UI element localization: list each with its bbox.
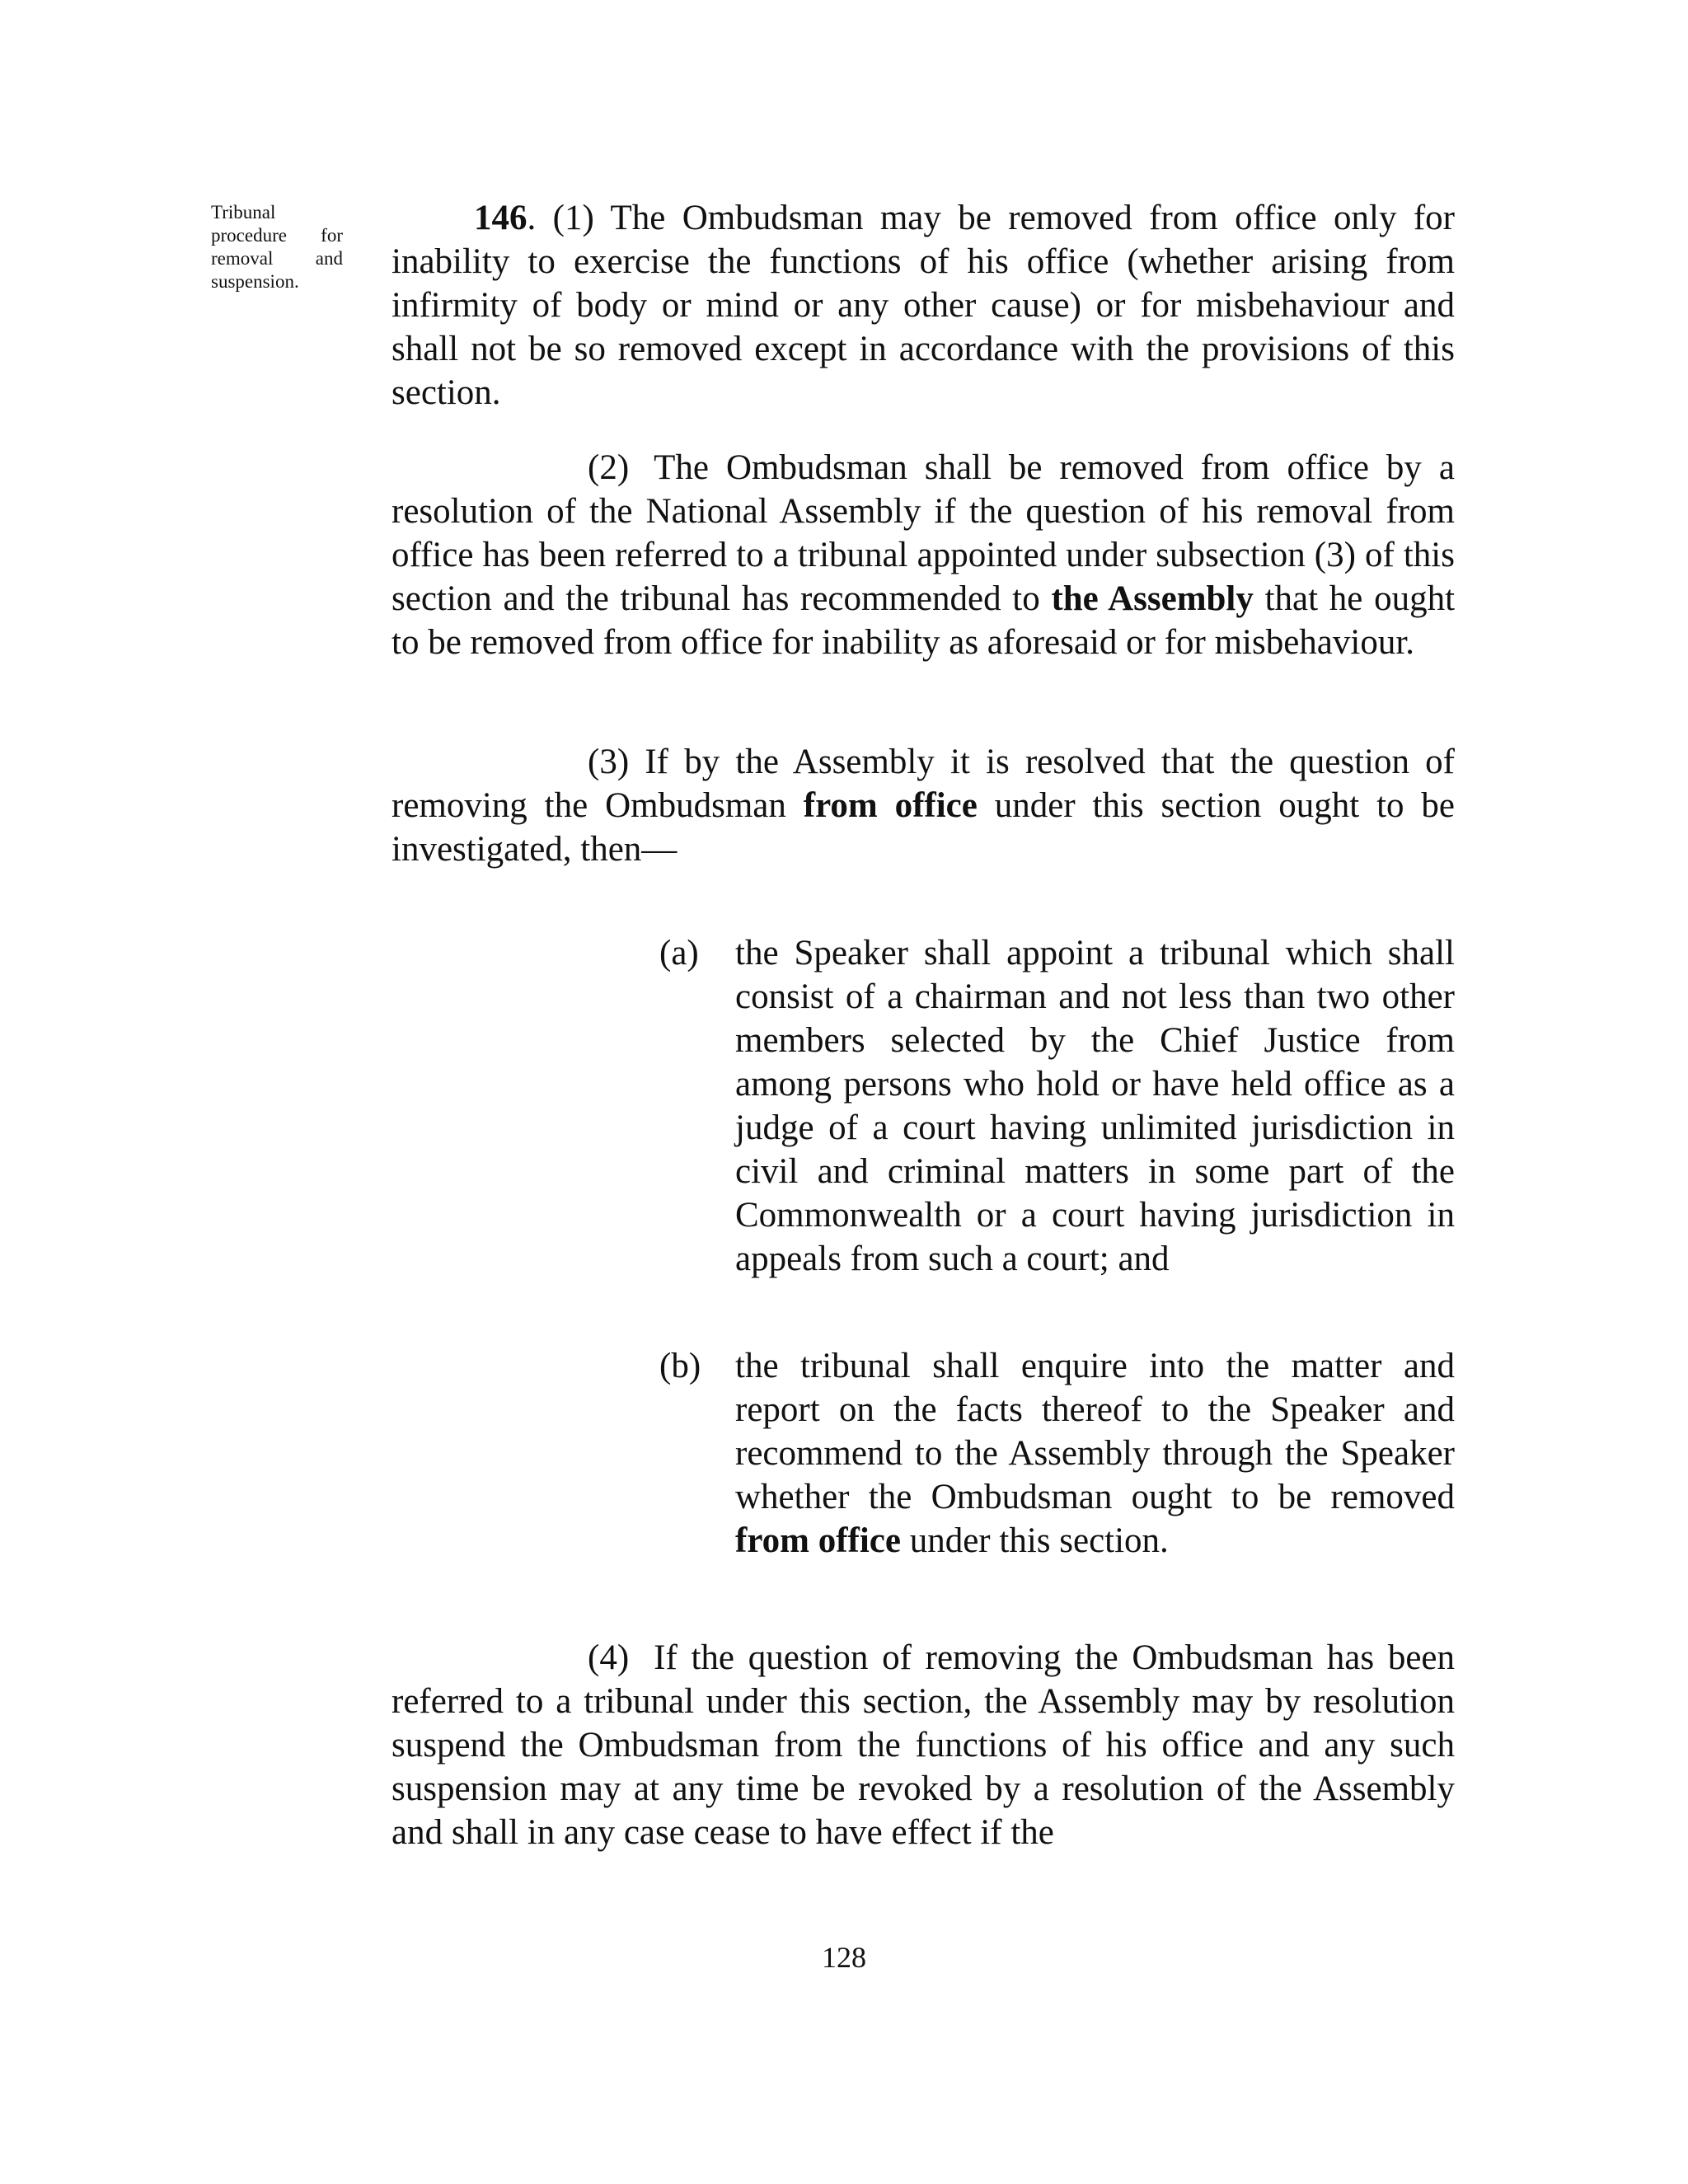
subsection-3-text-a: If by the Assembly it is resolved that the question of removing the Ombudsman <box>392 743 1456 825</box>
page-number: 128 <box>822 1941 866 1974</box>
subsection-1-text: The Ombudsman may be removed from office only for inability to exercise the functions of his office (whether arising from infirmity of body or mind or any other cause) or for misbehaviour and shall not be so removed except in accordance with the provisions of this section. <box>392 199 1455 412</box>
paragraph-a <box>659 931 1455 1281</box>
subsection-2 <box>392 446 1455 664</box>
paragraph-b-bold: from office <box>735 1521 901 1560</box>
paragraph-b-text-b: under this section. <box>909 1521 1169 1560</box>
subsection-3-text-b: under this section ought to be investigated, then— <box>392 786 1455 869</box>
subsection-3-bold: from office <box>803 786 978 825</box>
subsection-2-text-a: The Ombudsman shall be removed from office by a resolution of the National Assembly if the question of his removal from office has been referred to a tribunal appointed under subsection (3) of this section and the tribunal has recommended to <box>392 448 1455 618</box>
subsection-1: 146. (1) The Ombudsman may be removed from office only for inability to exercise the functions of his office (whether arising from infirmity of body or mind or any other cause) or for misbehaviour and shall not be so removed except in accordance with the provisions of this section. <box>392 199 1455 412</box>
paragraph-a-label: (a) <box>659 934 699 972</box>
subsection-4-text: If the question of removing the Ombudsman has been referred to a tribunal under this section, the Assembly may by resolution suspend the Ombudsman from the functions of his office and any such suspension may at any time be revoked by a resolution of the Assembly and shall in any case cease to have effect if the <box>392 1638 1455 1852</box>
paragraph-b <box>659 1344 1455 1563</box>
marginal-note: Tribunal procedure for removal and suspension. <box>211 202 343 292</box>
paragraph-a-text: the Speaker shall appoint a tribunal which shall consist of a chairman and not less than two other members selected by the Chief Justice from among persons who hold or have held office as a judge of a court having unlimited jurisdiction in civil and criminal matters in some part of the Commonwealth or a court having jurisdiction in appeals from such a court; and <box>735 934 1455 1278</box>
subsection-3 <box>392 740 1455 871</box>
subsection-4-label: (4) <box>588 1638 630 1677</box>
subsection-2-bold: the Assembly <box>1051 579 1254 618</box>
subsection-2-text-b: that he ought to be removed from office for inability as aforesaid or for misbehaviour. <box>392 579 1456 662</box>
subsection-4 <box>392 1636 1455 1854</box>
subsection-3-label: (3) <box>588 743 630 781</box>
paragraph-b-text-a: the tribunal shall enquire into the matter and report on the facts thereof to the Speaker and recommend to the Assembly through the Speaker whether the Ombudsman ought to be removed <box>735 1347 1455 1516</box>
paragraph-b-label: (b) <box>659 1347 701 1385</box>
section-number: 146 <box>474 199 528 237</box>
subsection-1-label: (1) <box>552 199 594 237</box>
subsection-2-label: (2) <box>588 448 630 487</box>
